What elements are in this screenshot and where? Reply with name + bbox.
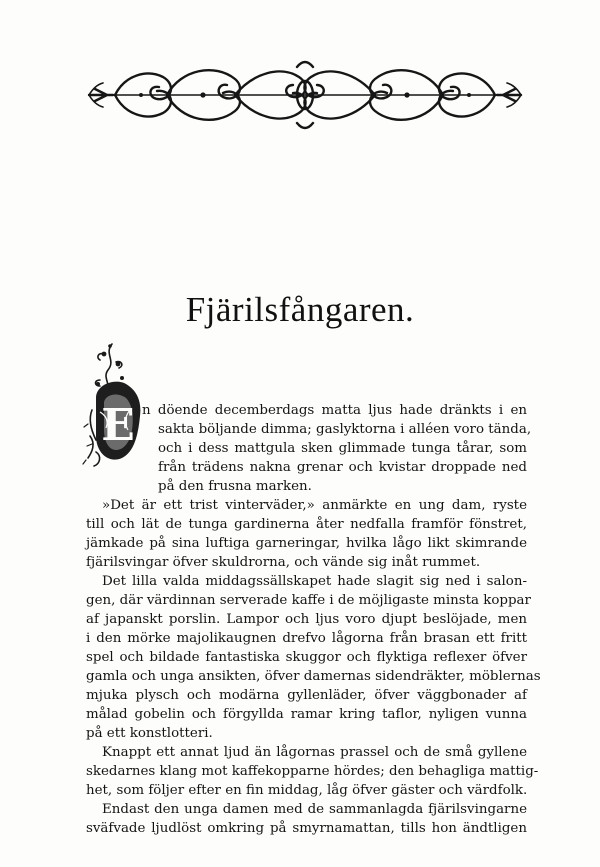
text-line: Knappt ett annat ljud än lågornas prassel och de små gyllene — [102, 745, 527, 760]
text-line: Endast den unga damen med de sammanlagda fjärilsvingarne — [102, 802, 527, 817]
text-line: från trädens nakna grenar och kvistar droppade ned — [158, 460, 527, 475]
text-line: till och lät de tunga gardinerna åter nedfalla framför fönstret, — [86, 517, 527, 532]
text-line: mjuka plysch och modärna gyllenläder, öfver väggbonader af — [86, 688, 527, 703]
text-line: målad gobelin och förgyllda ramar kring taflor, nyligen vunna — [86, 707, 527, 722]
text-line: på den frusna marken. — [158, 479, 312, 494]
text-line: på ett konstlotteri. — [86, 726, 213, 741]
text-line: jämkade på sina luftiga garneringar, hvilka lågo likt skimrande — [86, 536, 527, 551]
text-line: gamla och unga ansikten, öfver damernas sidendräkter, möblernas — [86, 669, 541, 684]
text-line: »Det är ett trist vinterväder,» anmärkte en ung dam, ryste — [102, 498, 527, 513]
text-line: spel och bildade fantastiska skuggor och flyktiga reflexer öfver — [86, 650, 527, 665]
text-line: af japanskt porslin. Lampor och ljus voro djupt beslöjade, men — [86, 612, 527, 627]
chapter-title: Fjärilsfångaren. — [185, 290, 415, 329]
text-line: sakta böljande dimma; gaslyktorna i alléen voro tända, — [158, 422, 532, 437]
text-line: Det lilla valda middagssällskapet hade slagit sig ned i salon- — [102, 574, 527, 589]
text-line: sväfvade ljudlöst omkring på smyrnamattan, tills hon ändtligen — [86, 821, 527, 836]
drop-cap-letter: E — [101, 400, 135, 451]
text-line: n döende decemberdags matta ljus hade dränkts i en — [142, 403, 527, 418]
text-line: skedarnes klang mot kaffekopparne hördes; den behagliga mattig- — [86, 764, 539, 779]
text-line: het, som följer efter en fin middag, låg öfver gäster och värdfolk. — [86, 783, 528, 798]
text-line: i den mörke majolikaugnen drefvo lågorna från brasan ett fritt — [86, 631, 527, 646]
text-line: och i dess mattgula sken glimmade tunga tårar, som — [158, 441, 527, 456]
text-line: fjärilsvingar öfver skuldrorna, och vände sig inåt rummet. — [86, 555, 481, 570]
text-line: gen, där värdinnan serverade kaffe i de möjligaste minsta koppar — [86, 593, 531, 608]
